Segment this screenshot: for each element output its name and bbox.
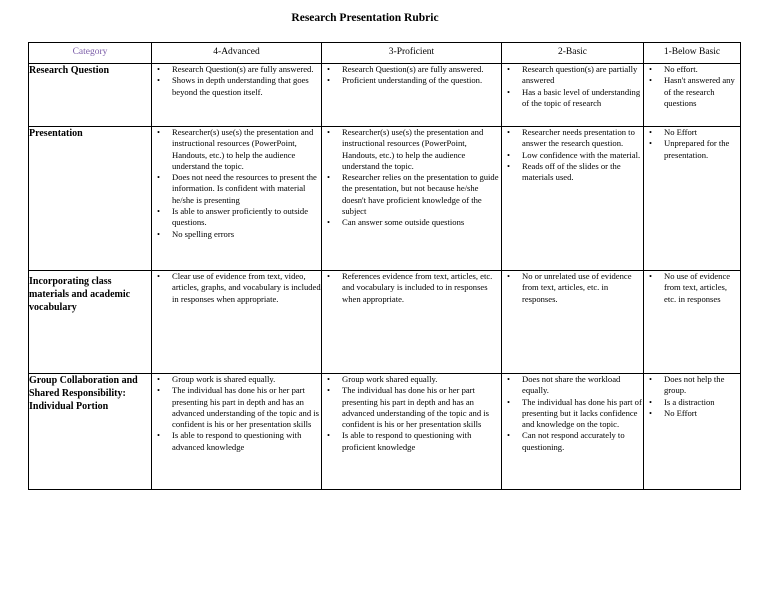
criterion-item: • Shows in depth understanding that goes beyond the question itself.	[152, 75, 321, 98]
criterion-item: • Research Question(s) are fully answered.	[322, 64, 501, 75]
cell-advanced	[152, 374, 322, 490]
cell-proficient	[322, 127, 502, 271]
criterion-item: • No effort.	[644, 64, 740, 75]
criterion-item: • Researcher relies on the presentation to guide the presentation, but not because he/she doesn't have proficient knowledge of the subject	[322, 172, 501, 217]
criterion-item: • Research question(s) are partially answered	[502, 64, 643, 87]
cell-proficient	[322, 64, 502, 127]
criterion-item: • Has a basic level of understanding of the topic of research	[502, 87, 643, 110]
cell-basic	[502, 127, 644, 271]
criterion-item: • Proficient understanding of the question.	[322, 75, 501, 86]
criterion-item: • The individual has done his or her part presenting his part in depth and has an advanced understanding of the topic and is confident is his or her presentation skills	[322, 385, 501, 430]
criterion-item: • No spelling errors	[152, 229, 321, 240]
cell-proficient	[322, 271, 502, 374]
criterion-item: • Researcher needs presentation to answer the research question.	[502, 127, 643, 150]
criterion-item: • Researcher(s) use(s) the presentation and instructional resources (PowerPoint, Handouts, etc.) to help the audience understand the topic.	[322, 127, 501, 172]
criterion-item: • Does not need the resources to present the information. Is confident with material he/she is presenting	[152, 172, 321, 206]
criterion-item: • Clear use of evidence from text, video, articles, graphs, and vocabulary is included in responses when appropriate.	[152, 271, 321, 305]
criterion-item: • Is a distraction	[644, 397, 740, 408]
category-presentation: Presentation	[29, 127, 152, 271]
page-title: Research Presentation Rubric	[291, 12, 439, 24]
criterion-item: • Does not help the group.	[644, 374, 740, 397]
category-group-collaboration: Group Collaboration and Shared Responsibility: Individual Portion	[29, 374, 152, 490]
category-research-question: Research Question	[29, 64, 152, 127]
cell-below-basic	[644, 127, 741, 271]
criterion-item: • Is able to answer proficiently to outside questions.	[152, 206, 321, 229]
table-row	[29, 374, 741, 490]
category-class-materials: Incorporating class materials and academic vocabulary	[29, 271, 152, 374]
criterion-item: • Unprepared for the presentation.	[644, 138, 740, 161]
criterion-item: • The individual has done his or her part presenting his part in depth and has an advanced understanding of the topic and is confident is his or her presentation skills	[152, 385, 321, 430]
table-row	[29, 127, 741, 271]
rubric-table	[28, 42, 741, 490]
criterion-item: • Can answer some outside questions	[322, 217, 501, 228]
cell-basic	[502, 64, 644, 127]
criterion-item: • Can not respond accurately to questioning.	[502, 430, 643, 453]
header-below-basic: 1-Below Basic	[644, 43, 741, 64]
header-row	[29, 43, 741, 64]
criterion-item: • Does not share the workload equally.	[502, 374, 643, 397]
cell-basic	[502, 374, 644, 490]
criterion-item: • Low confidence with the material.	[502, 150, 643, 161]
criterion-item: • References evidence from text, articles, etc. and vocabulary is included to in responses when appropriate.	[322, 271, 501, 305]
criterion-item: • Reads off of the slides or the materials used.	[502, 161, 643, 184]
header-advanced: 4-Advanced	[152, 43, 322, 64]
criterion-item: • No Effort	[644, 408, 740, 419]
cell-advanced	[152, 127, 322, 271]
cell-below-basic	[644, 64, 741, 127]
header-basic: 2-Basic	[502, 43, 644, 64]
criterion-item: • Research Question(s) are fully answered.	[152, 64, 321, 75]
cell-basic	[502, 271, 644, 374]
cell-advanced	[152, 271, 322, 374]
cell-proficient	[322, 374, 502, 490]
cell-below-basic	[644, 374, 741, 490]
cell-advanced	[152, 64, 322, 127]
header-category: Category	[29, 43, 152, 64]
criterion-item: • No Effort	[644, 127, 740, 138]
table-row	[29, 64, 741, 127]
table-row	[29, 271, 741, 374]
criterion-item: • No use of evidence from text, articles, etc. in responses	[644, 271, 740, 305]
header-proficient: 3-Proficient	[322, 43, 502, 64]
criterion-item: • Is able to respond to questioning with advanced knowledge	[152, 430, 321, 453]
criterion-item: • Is able to respond to questioning with proficient knowledge	[322, 430, 501, 453]
criterion-item: • The individual has done his part of presenting but it lacks confidence and knowledge on the topic.	[502, 397, 643, 431]
criterion-item: • Researcher(s) use(s) the presentation and instructional resources (PowerPoint, Handouts, etc.) to help the audience understand the topic.	[152, 127, 321, 172]
cell-below-basic	[644, 271, 741, 374]
criterion-item: • Hasn't answered any of the research questions	[644, 75, 740, 109]
criterion-item: • No or unrelated use of evidence from text, articles, etc. in responses.	[502, 271, 643, 305]
criterion-item: • Group work shared equally.	[322, 374, 501, 385]
criterion-item: • Group work is shared equally.	[152, 374, 321, 385]
